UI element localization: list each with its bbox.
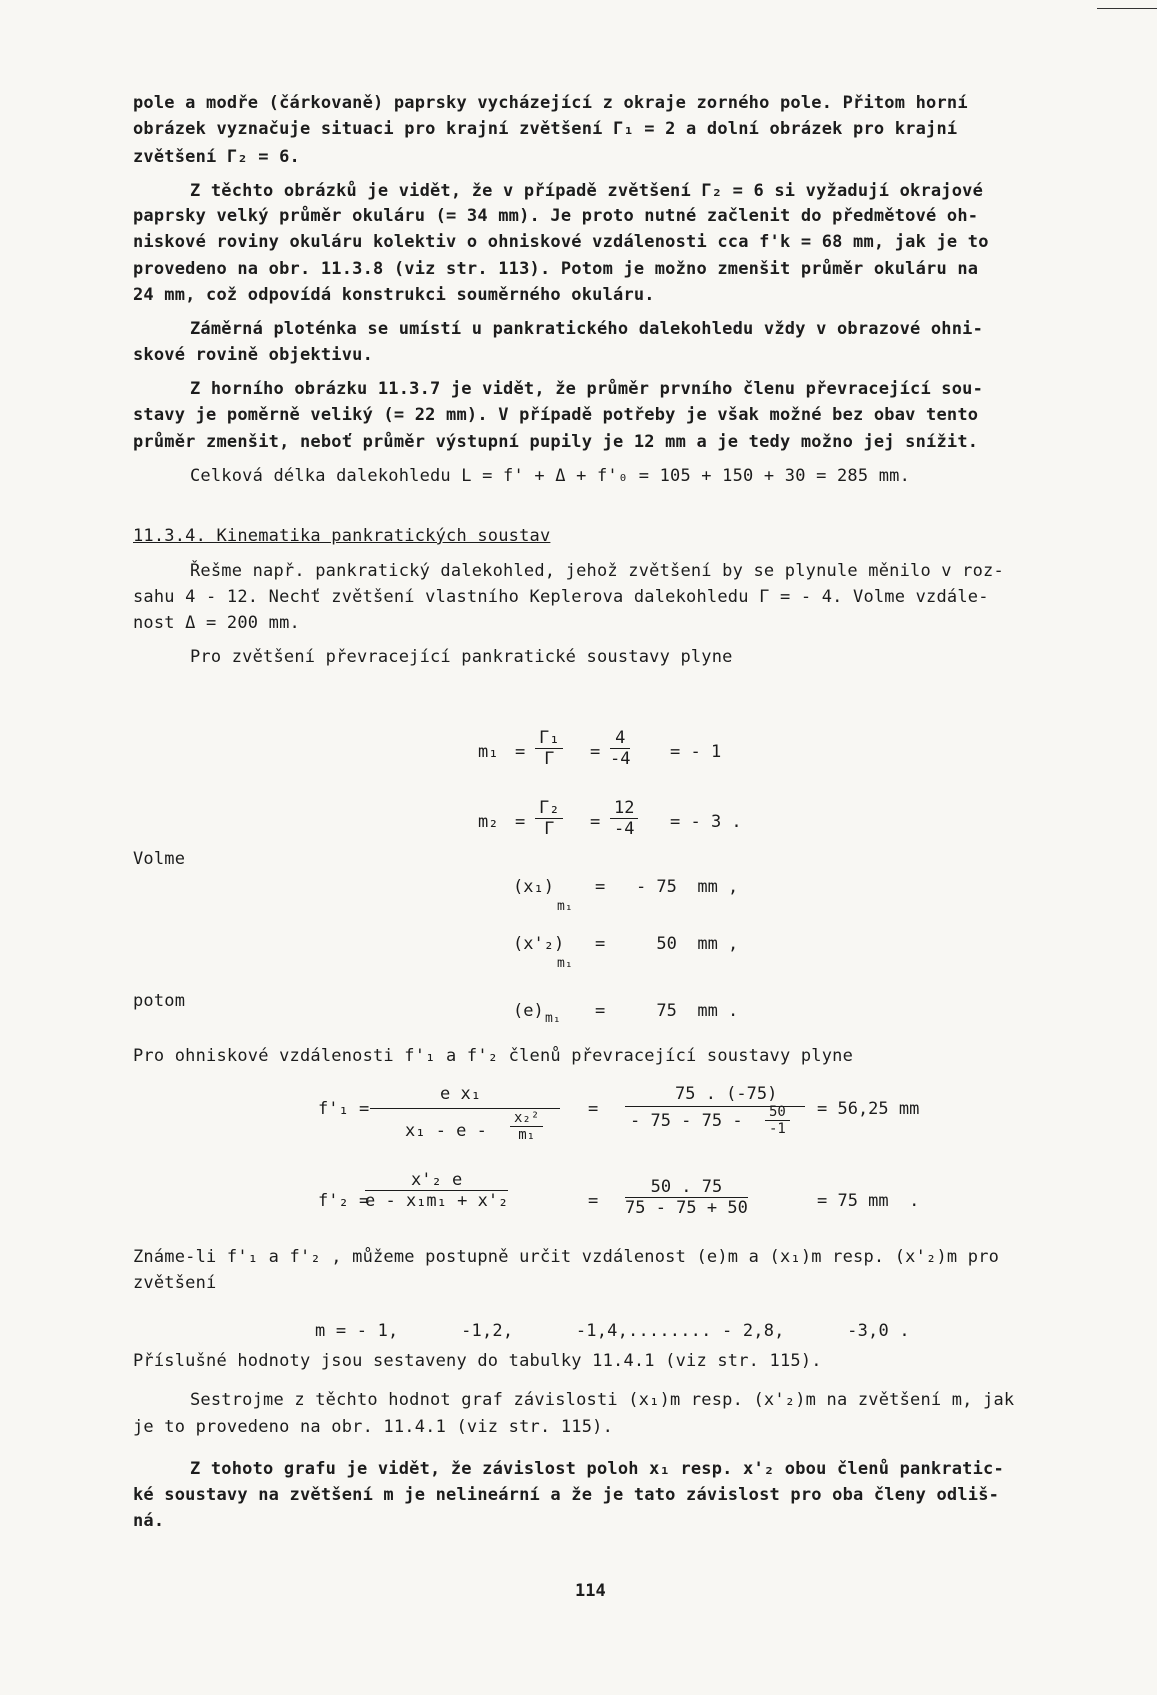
eq-rhs: = 75 mm . [595, 1001, 739, 1021]
text-line: sahu 4 - 12. Nechť zvětšení vlastního Keplerova dalekohledu Γ = - 4. Volme vzdále- [133, 587, 989, 607]
text-potom: potom [133, 991, 186, 1011]
text-line: skové rovině objektivu. [133, 345, 374, 365]
nested-fraction [510, 1110, 543, 1143]
eq-equals: = [588, 1191, 599, 1211]
text-line: nost Δ = 200 mm. [133, 613, 300, 633]
eq-result: = 75 mm . [817, 1191, 920, 1211]
fraction-denominator: -1 [769, 1121, 786, 1137]
eq-fraction [625, 1177, 748, 1218]
fraction-denominator: -4 [614, 819, 635, 839]
fraction-denominator: x₁ - e - [405, 1121, 487, 1141]
fraction-numerator: 50 [765, 1104, 790, 1121]
eq-fraction [535, 798, 563, 839]
text-line: Příslušné hodnoty jsou sestaveny do tabulky 11.4.1 (viz str. 115). [133, 1351, 822, 1371]
fraction-numerator: Γ₂ [535, 798, 563, 819]
text-line: Z tohoto grafu je vidět, že závislost poloh x₁ resp. x'₂ obou členů pankratic- [190, 1459, 1004, 1479]
fraction-numerator: 50 . 75 [625, 1177, 748, 1198]
eq-rhs: = - 75 mm , [595, 877, 739, 897]
eq-result: = - 3 . [670, 812, 742, 832]
eq-lhs: (x₁) [513, 877, 554, 897]
text-line: paprsky velký průměr okuláru (= 34 mm). Je proto nutné začlenit do předmětové oh- [133, 206, 979, 226]
fraction-numerator: x₂² [510, 1110, 543, 1127]
eq-subscript: m₁ [545, 1011, 561, 1026]
text-line: Celková délka dalekohledu L = f' + Δ + f'₀ = 105 + 150 + 30 = 285 mm. [190, 466, 911, 486]
fraction-denominator: m₁ [518, 1127, 536, 1143]
eq-equals: = [515, 742, 526, 762]
text-line: zvětšení Γ₂ = 6. [133, 147, 300, 167]
text-volme: Volme [133, 849, 186, 869]
text-line: je to provedeno na obr. 11.4.1 (viz str. 115). [133, 1417, 614, 1437]
text-line: stavy je poměrně veliký (= 22 mm). V případě potřeby je však možné bez obav tento [133, 405, 979, 425]
eq-fraction [365, 1170, 508, 1211]
fraction-numerator: e x₁ [440, 1084, 481, 1104]
text-line: 24 mm, což odpovídá konstrukci souměrného okuláru. [133, 285, 655, 305]
fraction-denominator: - 75 - 75 - [630, 1111, 743, 1131]
eq-result: = - 1 [670, 742, 722, 762]
fraction-numerator: 12 [610, 798, 638, 819]
text-line: obrázek vyznačuje situaci pro krajní zvětšení Γ₁ = 2 a dolní obrázek pro krajní [133, 119, 958, 139]
fraction-numerator: x'₂ e [365, 1170, 508, 1191]
eq-subscript: m₁ [557, 899, 573, 914]
text-line: Z horního obrázku 11.3.7 je vidět, že průměr prvního členu převracející sou- [190, 379, 984, 399]
magnification-sequence: m = - 1, -1,2, -1,4,........ - 2,8, -3,0 . [315, 1321, 910, 1341]
page-corner-mark [1097, 0, 1157, 9]
text-line: niskové roviny okuláru kolektiv o ohniskové vzdálenosti cca f'k = 68 mm, jak je to [133, 232, 989, 252]
eq-lhs: m₁ [478, 742, 499, 762]
eq-lhs: (e) [513, 1001, 544, 1021]
fraction-denominator: -4 [610, 749, 631, 769]
eq-rhs: = 50 mm , [595, 934, 739, 954]
text-line: pole a modře (čárkovaně) paprsky vycházející z okraje zorného pole. Přitom horní [133, 93, 968, 113]
fraction-numerator: 75 . (-75) [675, 1084, 778, 1104]
text-line: ná. [133, 1511, 165, 1531]
page-number: 114 [575, 1581, 606, 1601]
text-line: Pro zvětšení převracející pankratické soustavy plyne [190, 647, 733, 667]
eq-lhs: m₂ [478, 812, 499, 832]
eq-lhs: (x'₂) [513, 934, 565, 954]
text-line: Z těchto obrázků je vidět, že v případě zvětšení Γ₂ = 6 si vyžadují okrajové [190, 181, 984, 201]
text-line: zvětšení [133, 1273, 217, 1293]
eq-lhs: f'₂ = [318, 1191, 370, 1211]
section-heading: 11.3.4. Kinematika pankratických soustav [133, 526, 551, 546]
fraction-bar [370, 1108, 560, 1109]
eq-result: = 56,25 mm [817, 1099, 920, 1119]
fraction-denominator: Γ [544, 749, 555, 769]
eq-lhs: f'₁ = [318, 1099, 370, 1119]
fraction-numerator: Γ₁ [535, 728, 563, 749]
eq-fraction [535, 728, 563, 769]
text-line: Záměrná ploténka se umístí u pankratického dalekohledu vždy v obrazové ohni- [190, 319, 984, 339]
fraction-denominator: Γ [544, 819, 555, 839]
fraction-denominator: 75 - 75 + 50 [625, 1198, 748, 1218]
text-line: Sestrojme z těchto hodnot graf závislosti (x₁)m resp. (x'₂)m na zvětšení m, jak [190, 1390, 1015, 1410]
text-line: Řešme např. pankratický dalekohled, jehož zvětšení by se plynule měnilo v roz- [190, 561, 1004, 581]
eq-fraction [610, 798, 638, 839]
text-line: průměr zmenšit, neboť průměr výstupní pupily je 12 mm a je tedy možno jej snížit. [133, 432, 979, 452]
eq-equals: = [590, 812, 601, 832]
fraction-denominator: e - x₁m₁ + x'₂ [365, 1191, 509, 1211]
text-line: provedeno na obr. 11.3.8 (viz str. 113). Potom je možno zmenšit průměr okuláru na [133, 259, 979, 279]
text-line: Známe-li f'₁ a f'₂ , můžeme postupně určit vzdálenost (e)m a (x₁)m resp. (x'₂)m pro [133, 1247, 1000, 1267]
nested-fraction [765, 1104, 790, 1137]
fraction-numerator: 4 [610, 728, 630, 749]
text-line: ké soustavy na zvětšení m je nelineární a že je tato závislost pro oba členy odliš- [133, 1485, 1000, 1505]
eq-equals: = [588, 1099, 599, 1119]
eq-subscript: m₁ [557, 956, 573, 971]
text-line: Pro ohniskové vzdálenosti f'₁ a f'₂ členů převracející soustavy plyne [133, 1046, 854, 1066]
eq-fraction [610, 728, 630, 769]
eq-equals: = [515, 812, 526, 832]
eq-equals: = [590, 742, 601, 762]
